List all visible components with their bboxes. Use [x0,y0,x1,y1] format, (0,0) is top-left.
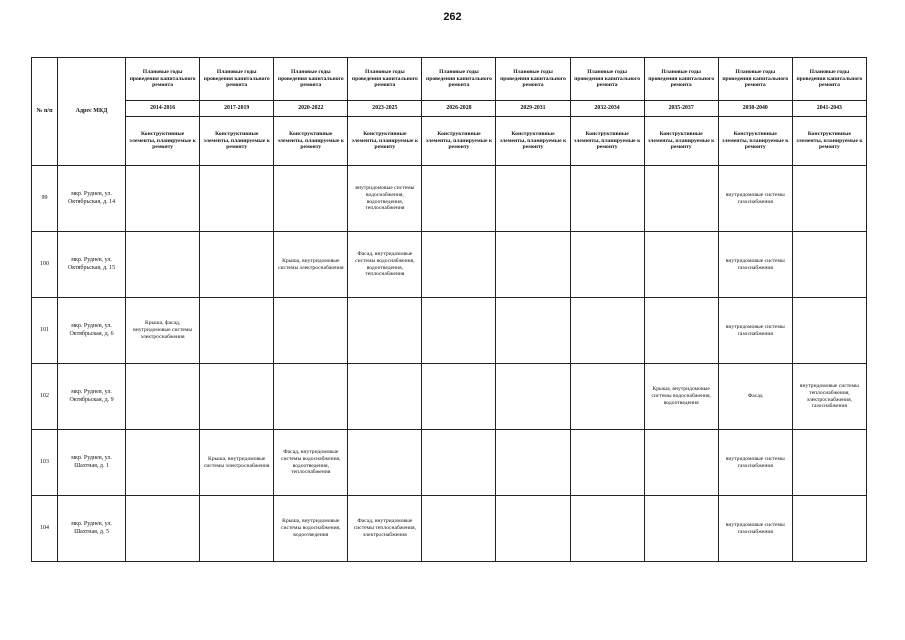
repair-elements-cell: Крыша, внутридомовые системы водоснабжения, водоотведения [644,364,718,430]
repair-elements-cell: Крыша, внутридомовые системы водоснабжения, водоотведения [274,496,348,562]
repair-elements-cell: внутридомовые системы газоснабжения [718,298,792,364]
repair-elements-cell [644,430,718,496]
repair-elements-cell [496,232,570,298]
repair-elements-cell [570,298,644,364]
repair-elements-cell: внутридомовые системы газоснабжения [718,430,792,496]
header-years: 2035-2037 [644,101,718,117]
header-years: 2026-2028 [422,101,496,117]
header-years: 2023-2025 [348,101,422,117]
header-elements-label: Конструктивные элементы, планируемые к ремонту [126,117,200,166]
row-address: мкр. Руднев, ул. Октябрьская, д. 9 [58,364,126,430]
header-period-title: Плановые годы проведения капитального ремонта [126,58,200,101]
repair-elements-cell [348,364,422,430]
repair-elements-cell [348,430,422,496]
row-address: мкр. Руднев, ул. Октябрьская, д. 14 [58,166,126,232]
repair-elements-cell [570,166,644,232]
repair-elements-cell [496,364,570,430]
header-years: 2038-2040 [718,101,792,117]
header-elements-label: Конструктивные элементы, планируемые к ремонту [644,117,718,166]
repair-elements-cell [570,496,644,562]
header-row-years [32,101,867,117]
header-elements-label: Конструктивные элементы, планируемые к ремонту [570,117,644,166]
header-years: 2041-2043 [792,101,866,117]
header-elements-label: Конструктивные элементы, планируемые к ремонту [496,117,570,166]
row-number: 102 [32,364,58,430]
repair-elements-cell [422,298,496,364]
repair-elements-cell [126,364,200,430]
repair-elements-cell [200,166,274,232]
repair-elements-cell: Крыша, внутридомовые системы электроснабжения [274,232,348,298]
repair-elements-cell [644,496,718,562]
repair-elements-cell: внутридомовые системы газоснабжения [718,496,792,562]
header-period-title: Плановые годы проведения капитального ремонта [274,58,348,101]
repair-elements-cell [496,430,570,496]
header-years: 2029-2031 [496,101,570,117]
header-years: 2020-2022 [274,101,348,117]
header-period-title: Плановые годы проведения капитального ремонта [644,58,718,101]
repair-elements-cell [200,364,274,430]
header-elements-label: Конструктивные элементы, планируемые к ремонту [422,117,496,166]
header-elements-label: Конструктивные элементы, планируемые к ремонту [348,117,422,166]
header-period-title: Плановые годы проведения капитального ремонта [718,58,792,101]
header-row-periods [32,58,867,101]
table-row [32,232,867,298]
repair-elements-cell [570,232,644,298]
repair-elements-cell [496,298,570,364]
repair-elements-cell [422,430,496,496]
table-body [32,166,867,562]
repair-elements-cell [200,496,274,562]
header-elements-label: Конструктивные элементы, планируемые к ремонту [792,117,866,166]
header-elements-label: Конструктивные элементы, планируемые к ремонту [718,117,792,166]
repair-elements-cell: Крыша, фасад, внутридомовые системы электроснабжения [126,298,200,364]
row-address: мкр. Руднев, ул. Шахтная, д. 5 [58,496,126,562]
header-period-title: Плановые годы проведения капитального ремонта [200,58,274,101]
repair-elements-cell: Крыша, внутридомовые системы электроснабжения [200,430,274,496]
repair-elements-cell: внутридомовые системы газоснабжения [718,232,792,298]
repair-elements-cell [644,232,718,298]
header-elements-label: Конструктивные элементы, планируемые к ремонту [200,117,274,166]
table-row [32,298,867,364]
repair-elements-cell [792,166,866,232]
repair-elements-cell [792,232,866,298]
repair-elements-cell [126,496,200,562]
header-period-title: Плановые годы проведения капитального ремонта [422,58,496,101]
page-number: 262 [443,11,462,23]
repair-elements-cell [274,298,348,364]
header-years: 2017-2019 [200,101,274,117]
repair-elements-cell: Фасад, внутридомовые системы теплоснабжения, электроснабжения [348,496,422,562]
repair-elements-cell [200,232,274,298]
repair-elements-cell [570,364,644,430]
repair-elements-cell: Фасад, внутридомовые системы водоснабжения, водоотведения, теплоснабжения [274,430,348,496]
header-period-title: Плановые годы проведения капитального ремонта [570,58,644,101]
row-address: мкр. Руднев, ул. Шахтная, д. 1 [58,430,126,496]
row-number: 100 [32,232,58,298]
row-number: 103 [32,430,58,496]
repair-elements-cell [496,166,570,232]
repair-elements-cell [348,298,422,364]
repair-elements-cell [644,166,718,232]
row-number: 104 [32,496,58,562]
table-row [32,166,867,232]
row-address: мкр. Руднев, ул. Октябрьская, д. 6 [58,298,126,364]
repair-elements-cell [274,166,348,232]
repair-elements-cell [126,232,200,298]
repair-elements-cell [792,298,866,364]
repair-elements-cell [570,430,644,496]
repair-elements-cell [792,496,866,562]
repair-elements-cell [422,232,496,298]
repair-elements-cell [422,364,496,430]
capital-repair-plan-table [31,57,867,562]
repair-elements-cell: Фасад [718,364,792,430]
header-years: 2032-2034 [570,101,644,117]
repair-elements-cell: внутридомовые системы теплоснабжения, электроснабжения, газоснабжения [792,364,866,430]
repair-elements-cell: внутридомовые системы водоснабжения, водоотведения, теплоснабжения [348,166,422,232]
header-period-title: Плановые годы проведения капитального ремонта [348,58,422,101]
repair-elements-cell [644,298,718,364]
table-row [32,364,867,430]
table-row [32,496,867,562]
header-years: 2014-2016 [126,101,200,117]
repair-elements-cell [496,496,570,562]
repair-elements-cell: Фасад, внутридомовые системы водоснабжения, водоотведения, теплоснабжения [348,232,422,298]
repair-elements-cell [126,166,200,232]
header-address: Адрес МКД [58,58,126,166]
repair-elements-cell [200,298,274,364]
header-period-title: Плановые годы проведения капитального ремонта [792,58,866,101]
row-number: 99 [32,166,58,232]
table-row [32,430,867,496]
header-row-elements [32,117,867,166]
row-number: 101 [32,298,58,364]
repair-elements-cell [792,430,866,496]
repair-elements-cell [422,496,496,562]
header-elements-label: Конструктивные элементы, планируемые к ремонту [274,117,348,166]
header-number: № п/п [32,58,58,166]
repair-elements-cell: внутридомовые системы газоснабжения [718,166,792,232]
row-address: мкр. Руднев, ул. Октябрьская, д. 15 [58,232,126,298]
repair-elements-cell [422,166,496,232]
repair-elements-cell [274,364,348,430]
repair-elements-cell [126,430,200,496]
header-period-title: Плановые годы проведения капитального ремонта [496,58,570,101]
